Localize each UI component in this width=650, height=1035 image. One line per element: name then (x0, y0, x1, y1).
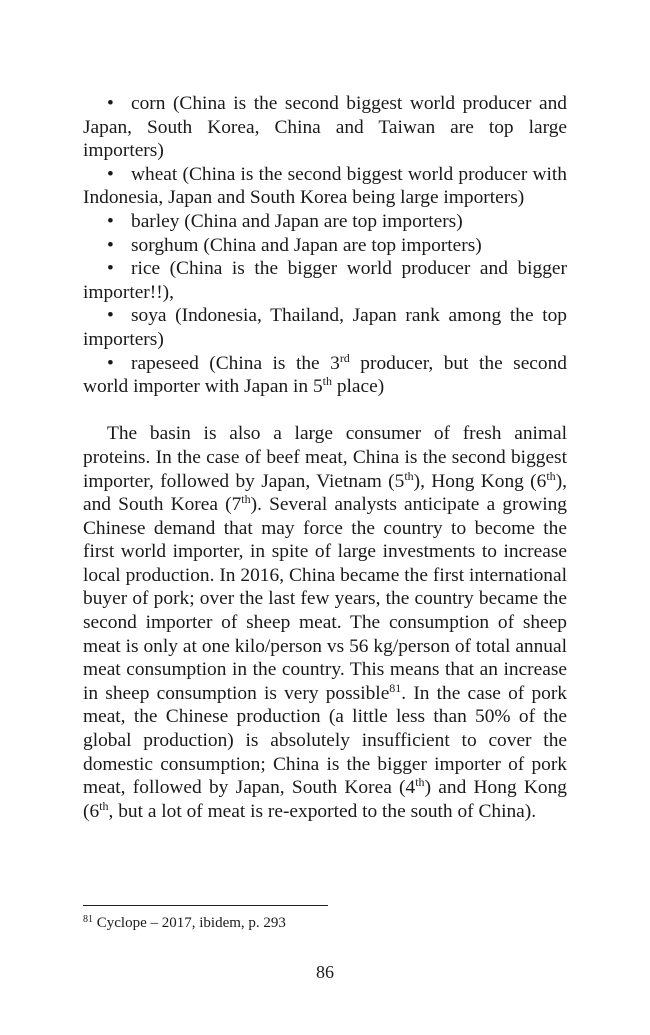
bullet-glyph: • (107, 234, 114, 256)
bullet-item-soya: • soya (Indonesia, Thailand, Japan rank among the top importers) (83, 305, 567, 350)
bullet-item-sorghum: • sorghum (China and Japan are top importers) (107, 234, 482, 256)
page-number: 86 (316, 962, 334, 982)
bullet-item-rice: • rice (China is the bigger world producer and bigger importer!!), (83, 258, 567, 303)
bullet-glyph: • (107, 352, 114, 374)
footnote-number: 81 (83, 914, 93, 925)
body-paragraph: The basin is also a large consumer of fresh animal proteins. In the case of beef meat, China is the second biggest importer, followed by Japan, Vietnam (5th), Hong Kong (6th), and South Korea (7th). Several analysts anticipate a growing Chinese demand that may force the country to become the first world importer, in spite of large investments to increase local production. In 2016, China became the first international buyer of pork; over the last few years, the country became the second importer of sheep meat. The consumption of sheep meat is only at one kilo/person vs 56 kg/person of total annual meat consumption in the country. This means that an increase in sheep consumption is very possible$^{81}$. In the case of pork meat, the Chinese production (a little less than 50% of the global production) is absolutely insufficient to cover the domestic consumption; China is the bigger importer of pork meat, followed by Japan, South Korea (4th) and Hong Kong (6th, but a lot of meat is re-exported to the south of China). (83, 423, 567, 822)
bullet-glyph: • (107, 305, 114, 327)
bullet-glyph: • (107, 258, 114, 280)
bullet-item-barley: • barley (China and Japan are top importers) (107, 210, 463, 232)
bullet-item-corn: • corn (China is the second biggest world producer and Japan, South Korea, China and Taiwan are top large importers) (83, 93, 567, 162)
page-body (83, 92, 567, 823)
footnote-text: Cyclope – 2017, ibidem, p. 293 (93, 915, 286, 931)
paragraph-spacer (83, 399, 567, 423)
footnote-reference: 81 (389, 680, 402, 695)
bullet-glyph: • (107, 163, 114, 185)
footnote (83, 914, 563, 932)
footnote-divider (83, 905, 328, 906)
bullet-glyph: • (107, 93, 114, 114)
bullet-item-wheat: • wheat (China is the second biggest world producer with Indonesia, Japan and South Korea being large importers) (83, 163, 567, 209)
bullet-glyph: • (107, 210, 114, 232)
bullet-item-rapeseed: • rapeseed (China is the 3rd producer, but the second world importer with Japan in 5th place) (83, 350, 567, 398)
